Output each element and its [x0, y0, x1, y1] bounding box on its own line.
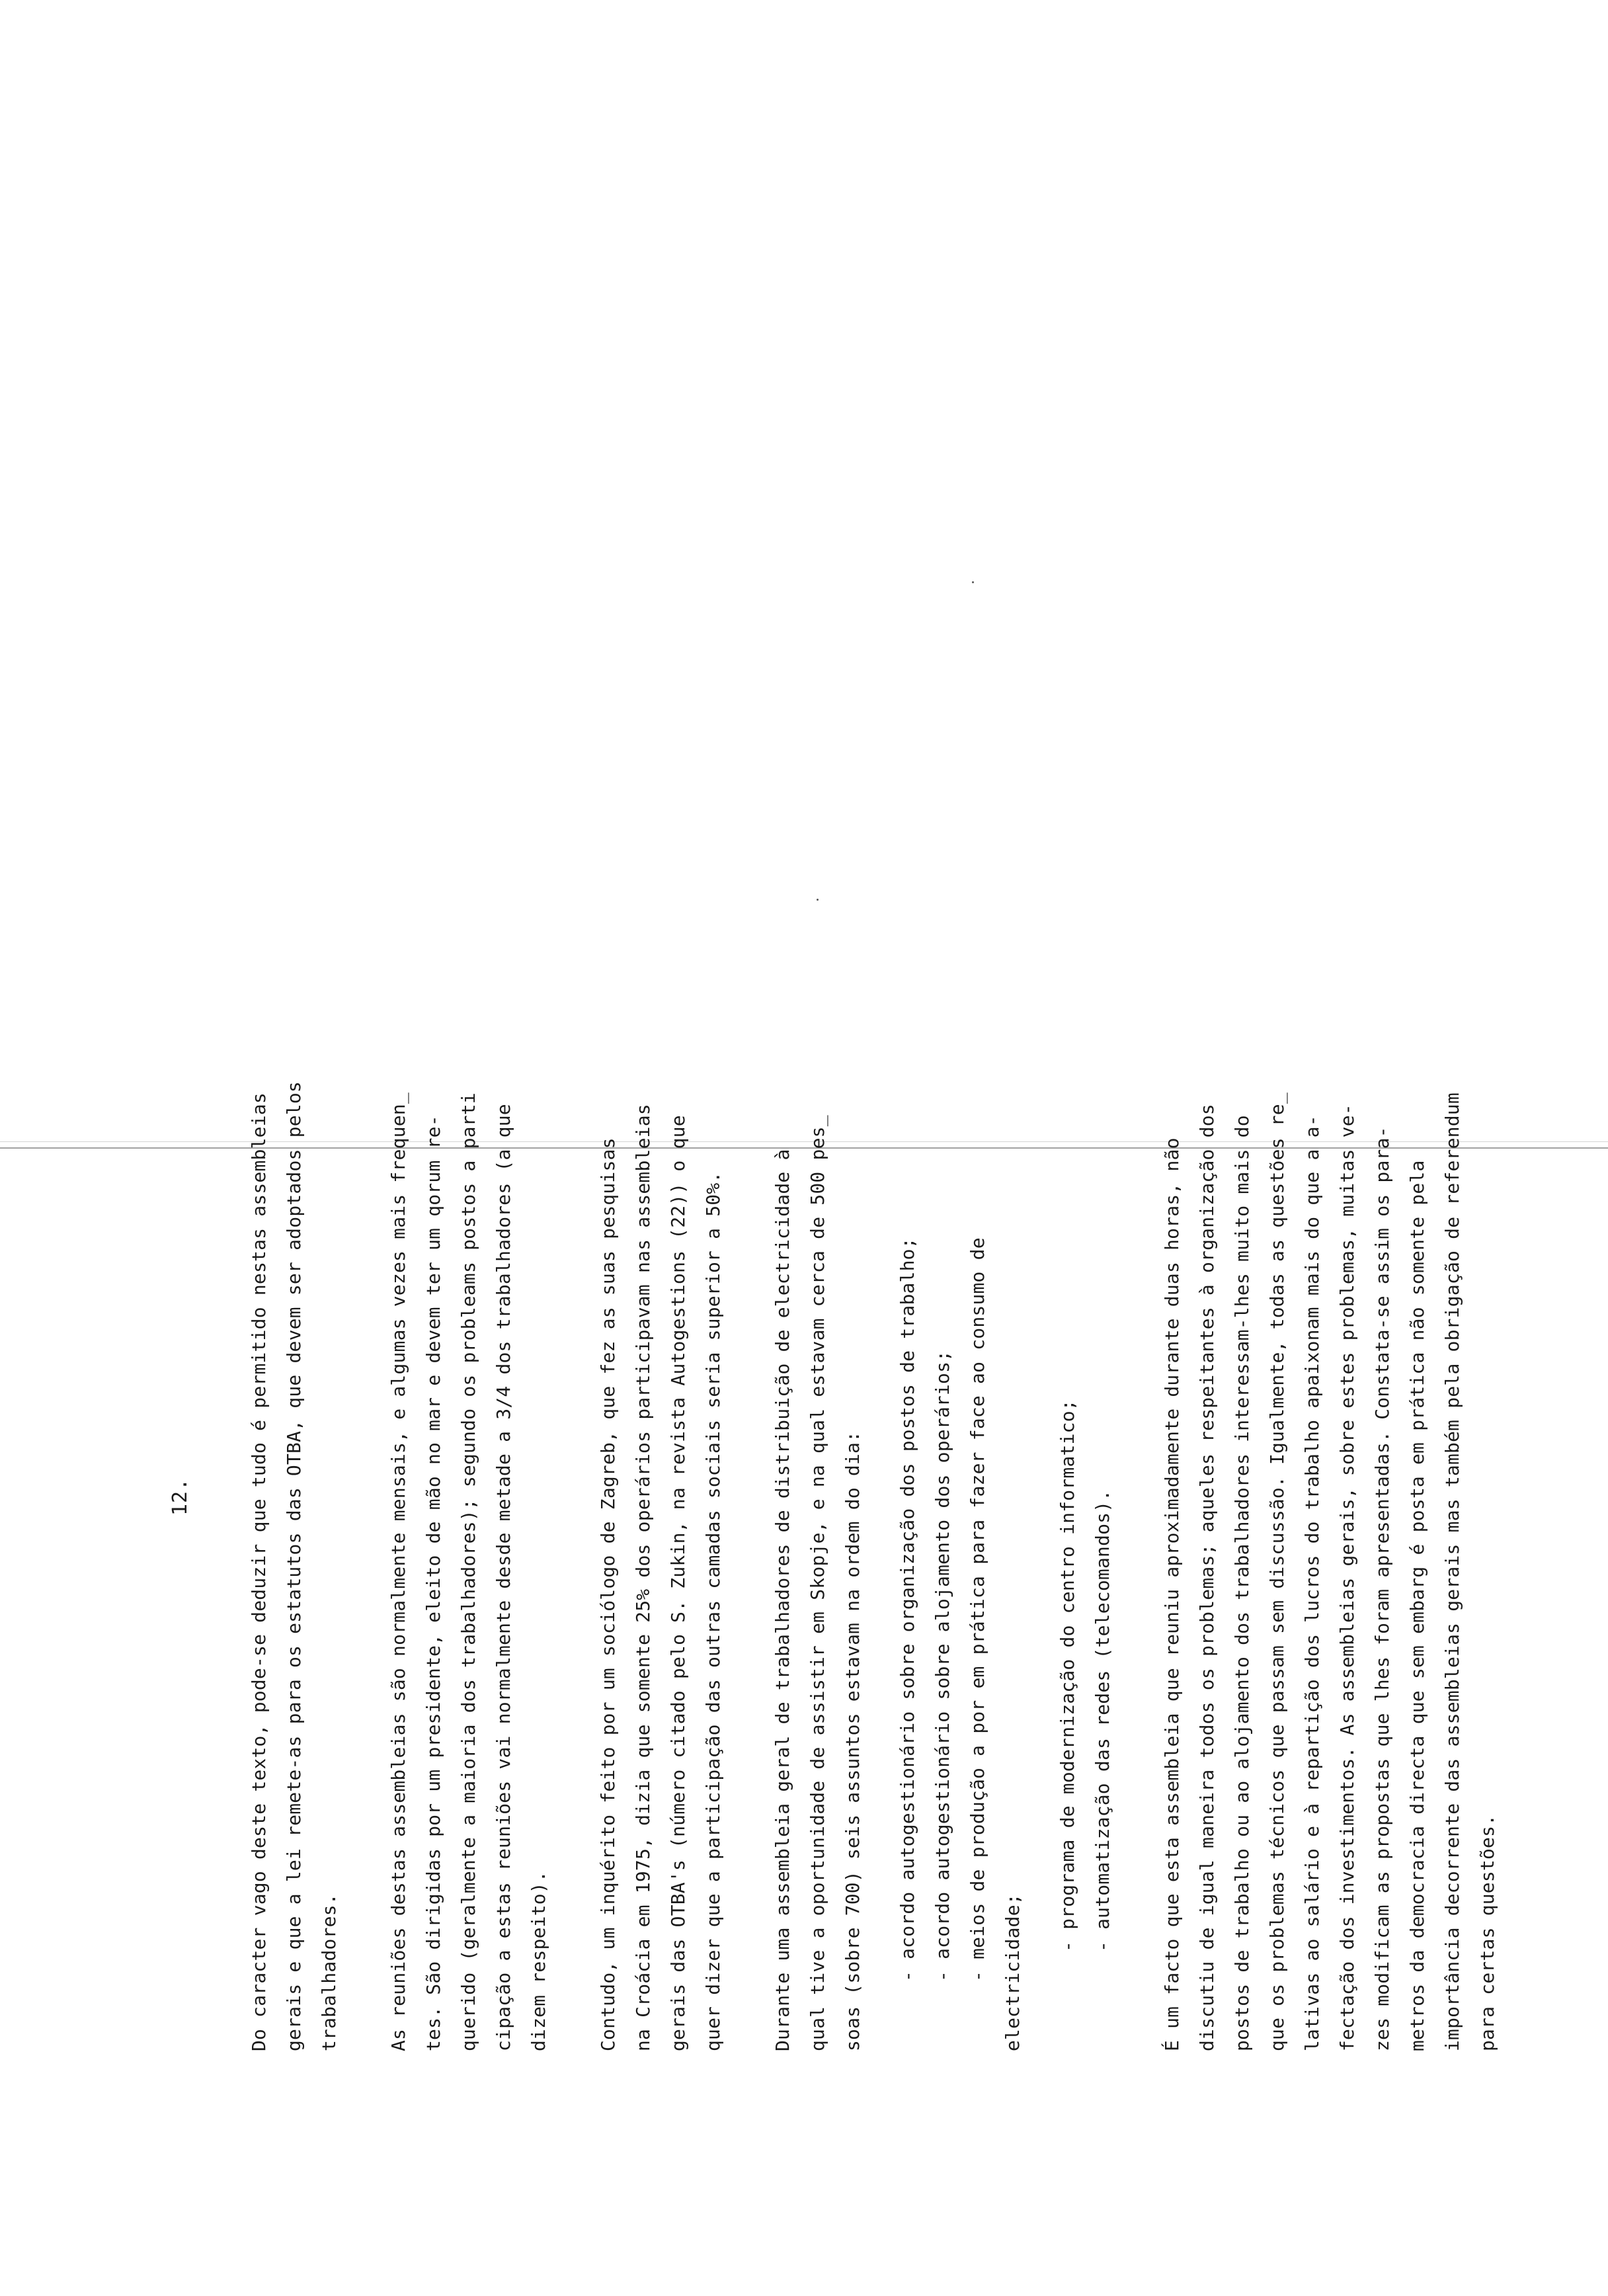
line-text: na Croácia em 1975, dizia que somente 25% dos operários participavam nas assembleias [632, 1104, 654, 2051]
text-line [521, 1165, 556, 2051]
line-text: para certas questões. [1476, 1814, 1498, 2051]
text-line [486, 1104, 521, 2051]
paragraph [995, 1165, 1030, 2051]
left-page-body [241, 1081, 1539, 2051]
line-text: Do caracter vago deste texto, pode-se deduzir que tudo é permitido nestas assembleias [248, 1092, 270, 2051]
text-line [241, 1092, 276, 2051]
text-line [416, 1115, 451, 2051]
line-text: Contudo, um inquérito feito por um sociólogo de Zagreb, que fez as suas pesquisas [597, 1137, 619, 2051]
text-line [1189, 1104, 1225, 2051]
line-text: zes modificam as propostas que lhes foram apresentadas. Constata-se assim os para- [1371, 1126, 1393, 2051]
text-line [1154, 1137, 1189, 2051]
text-line [590, 1137, 625, 2051]
text-line [1225, 1115, 1260, 2051]
line-text: tes. São dirigidas por um presidente, eleito de mão no mar e devem ter um qorum re- [422, 1115, 444, 2051]
text-line [1085, 1165, 1120, 1952]
left-page [0, 1081, 1608, 2296]
text-line [1330, 1104, 1365, 2051]
paragraph [381, 1092, 556, 2051]
text-line [765, 1149, 800, 2051]
line-text: electricidade; [1002, 1893, 1024, 2051]
text-line [1435, 1092, 1470, 2051]
line-text: Durante uma assembleia geral de trabalhadores de distribuição de electricidade à [772, 1149, 793, 2051]
text-line [1050, 1165, 1085, 1952]
text-line [381, 1092, 416, 2051]
text-line [800, 1115, 835, 2051]
line-text: metros da democracia directa que sem embarg é posta em prática não somente pela [1406, 1160, 1428, 2051]
text-line [311, 1165, 346, 2051]
line-text: postos de trabalho ou ao alojamento dos trabalhadores interessam-lhes muito mais do [1231, 1115, 1253, 2051]
text-line [451, 1092, 486, 2051]
line-text: - meios de produção a por em prática para fazer face ao consumo de [967, 1237, 988, 1982]
paragraph [590, 1104, 731, 2051]
line-text: querido (geralmente a maioria dos trabalhadores); segundo os probleams postos a parti [458, 1092, 479, 2051]
line-text: quer dizer que a participação das outras camadas sociais seria superior a 50%. [702, 1171, 724, 2051]
paragraph [1050, 1165, 1120, 2051]
line-text: As reuniões destas assembleias são normalmente mensais, e algumas vezes mais frequen_ [387, 1092, 409, 2051]
line-text: gerais e que a lei remete-as para os estatutos das OTBA, que devem ser adoptados pelos [283, 1081, 305, 2051]
text-line [995, 1165, 1030, 2051]
text-line [1365, 1126, 1400, 2051]
line-text: dizem respeito). [528, 1871, 549, 2051]
line-text: - automatização das redes (telecomandos). [1092, 1489, 1113, 1952]
line-text: que os problemas técnicos que passam sem discussão. Igualmente, todas as questões re_ [1266, 1092, 1288, 2051]
text-line [960, 1165, 995, 1982]
text-line [890, 1165, 925, 1982]
line-text: importância decorrente das assembleias gerais mas também pela obrigação de referendum [1441, 1092, 1463, 2051]
text-line [1400, 1160, 1435, 2051]
text-line [1470, 1165, 1505, 2051]
paragraph [241, 1081, 346, 2051]
line-text: - acordo autogestionário sobre alojamento dos operários; [932, 1350, 953, 1982]
text-line [1295, 1115, 1330, 2051]
text-line [925, 1165, 960, 1982]
paragraph [890, 1165, 995, 2051]
text-line [835, 1165, 870, 2051]
page-number: 12. [169, 1477, 192, 1516]
line-text: gerais das OTBA's (número citado pelo S. Zukin, na revista Autogestions (22)) o que [667, 1115, 689, 2051]
line-text: qual tive a oportunidade de assistir em Skopje, e na qual estavam cerca de 500 pes_ [807, 1115, 828, 2051]
text-line [661, 1115, 696, 2051]
line-text: cipação a estas reuniões vai normalmente desde metade a 3/4 dos trabalhadores (a que [493, 1104, 514, 2051]
line-text: - programa de modernização do centro informatico; [1057, 1399, 1078, 1952]
text-line [625, 1104, 661, 2051]
line-text: lativas ao salário e à repartição dos lucros do trabalho apaixonam mais do que a a- [1301, 1115, 1323, 2051]
line-text: trabalhadores. [318, 1893, 340, 2051]
line-text: fectação dos investimentos. As assembleias gerais, sobre estes problemas, muitas ve- [1336, 1104, 1358, 2051]
line-text: soas (sobre 700) seis assuntos estavam na ordem do dia: [842, 1430, 864, 2051]
text-line [1260, 1092, 1295, 2051]
paragraph [1154, 1092, 1505, 2051]
text-line [276, 1081, 311, 2051]
line-text: discutiu de igual maneira todos os problemas; aqueles respeitantes à organização dos [1196, 1104, 1218, 2051]
text-line [696, 1165, 731, 2051]
line-text: É um facto que esta assembleia que reuniu aproximadamente durante duas horas, não [1161, 1137, 1183, 2051]
line-text: - acordo autogestionário sobre organização dos postos de trabalho; [897, 1237, 918, 1982]
paragraph [765, 1115, 870, 2051]
